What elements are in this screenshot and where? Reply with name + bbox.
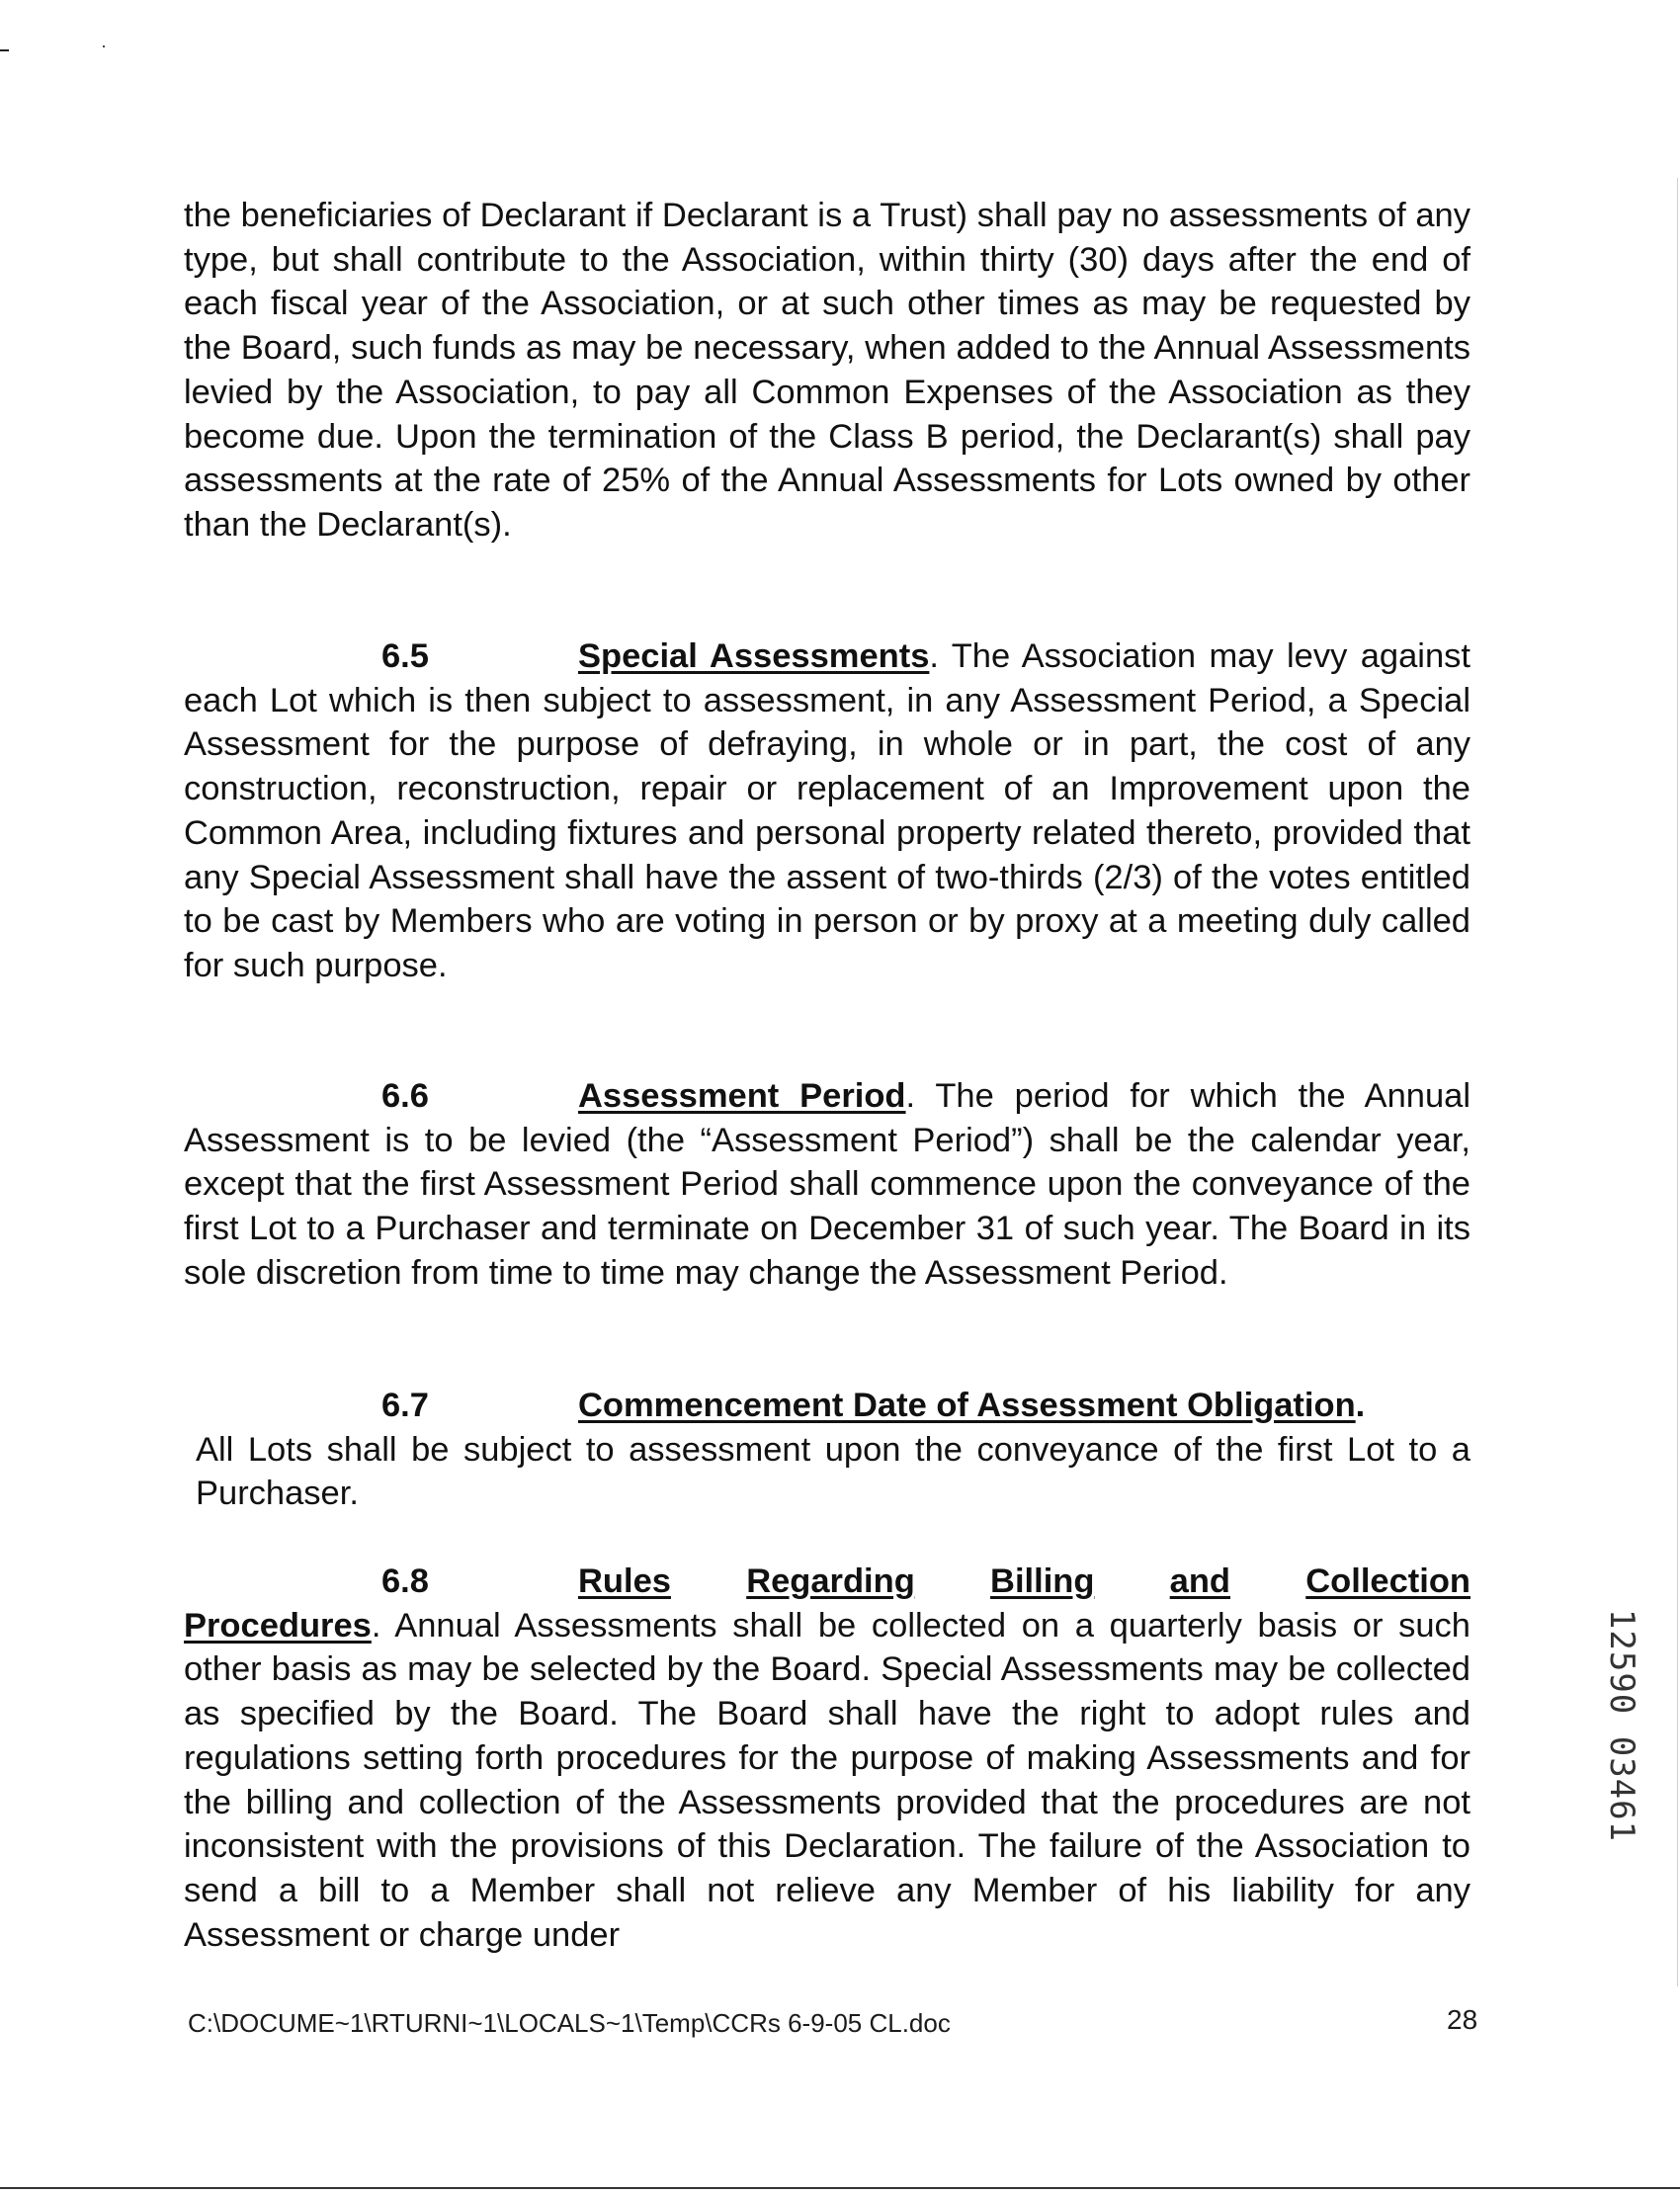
title-word: Collection xyxy=(1305,1562,1471,1600)
recording-number: 12590 03461 xyxy=(1602,1608,1642,1843)
section-title-continued: Procedures xyxy=(184,1606,372,1645)
scan-speck xyxy=(103,45,105,47)
recording-stamp xyxy=(1599,1593,1644,1858)
section-heading xyxy=(184,1560,1470,1604)
title-word: Rules xyxy=(578,1562,671,1600)
section-number: 6.6 xyxy=(381,1077,429,1115)
section-title: Commencement Date of Assessment Obligation xyxy=(578,1387,1356,1424)
paragraph-text: the beneficiaries of Declarant if Declarant is a Trust) shall pay no assessments of any type, but shall contribute to the Association, within thirty (30) days after the end of each fiscal year of the Association, or at such other times as may be requested by the Board, such funds as may be necessary, when added to the Annual Assessments levied by the Association, to pay all Common Expenses of the Association as they become due. Upon the termination of the Class B period, the Declarant(s) shall pay assessments at the rate of 25% of the Annual Assessments for Lots owned by other than the Declarant(s). xyxy=(184,197,1470,544)
section-body: All Lots shall be subject to assessment upon the conveyance of the first Lot to a Purchaser. xyxy=(196,1430,1470,1513)
section-body: . Annual Assessments shall be collected on a quarterly basis or such other basis as may be selected by the Board. Special Assessments may be collected as specified by the Board. The Board shall have the right to adopt rules and regulations setting forth procedures for the purpose of making Assessments and for the billing and collection of the Assessments provided that the procedures are not inconsistent with the provisions of this Declaration. The failure of the Association to send a bill to a Member shall not relieve any Member of his liability for any Assessment or charge under xyxy=(184,1606,1470,1954)
section-body: . The period for which the Annual Assessment is to be levied (the “Assessment Period”) shall be the calendar year, except that the first Assessment Period shall commence upon the conveyance of the first Lot to a Purchaser and terminate on December 31 of such year. The Board in its sole discretion from time to time may change the Assessment Period. xyxy=(184,1077,1470,1292)
section-6-7 xyxy=(184,1384,1470,1516)
section-title: Special Assessments xyxy=(578,637,930,675)
page-number: 28 xyxy=(1447,2004,1478,2035)
scan-speck xyxy=(0,49,9,51)
section-6-8 xyxy=(184,1560,1470,1957)
section-number: 6.5 xyxy=(381,637,429,675)
section-title: Assessment Period xyxy=(578,1077,906,1115)
section-number: 6.8 xyxy=(381,1562,429,1600)
continuation-paragraph xyxy=(184,194,1470,548)
footer-file-path: C:\DOCUME~1\RTURNI~1\LOCALS~1\Temp\CCRs 6-9-05 CL.doc xyxy=(188,2008,951,2038)
title-word: Billing xyxy=(990,1562,1095,1600)
section-6-6 xyxy=(184,1074,1470,1296)
section-title-line xyxy=(578,1560,1470,1604)
section-6-5 xyxy=(184,634,1470,988)
title-word: and xyxy=(1169,1562,1231,1600)
section-number: 6.7 xyxy=(381,1387,429,1424)
scan-edge-right xyxy=(1677,178,1678,1986)
title-word: Regarding xyxy=(746,1562,915,1600)
scan-edge-bottom xyxy=(0,2187,1680,2189)
section-body: . The Association may levy against each Lot which is then subject to assessment, in any Assessment Period, a Special Assessment for the purpose of defraying, in whole or in part, the cost of any construction, reconstruction, repair or replacement of an Improvement upon the Common Area, including fixtures and personal property related thereto, provided that any Special Assessment shall have the assent of two-thirds (2/3) of the votes entitled to be cast by Members who are voting in person or by proxy at a meeting duly called for such purpose. xyxy=(184,637,1470,984)
title-period: . xyxy=(1355,1387,1366,1424)
